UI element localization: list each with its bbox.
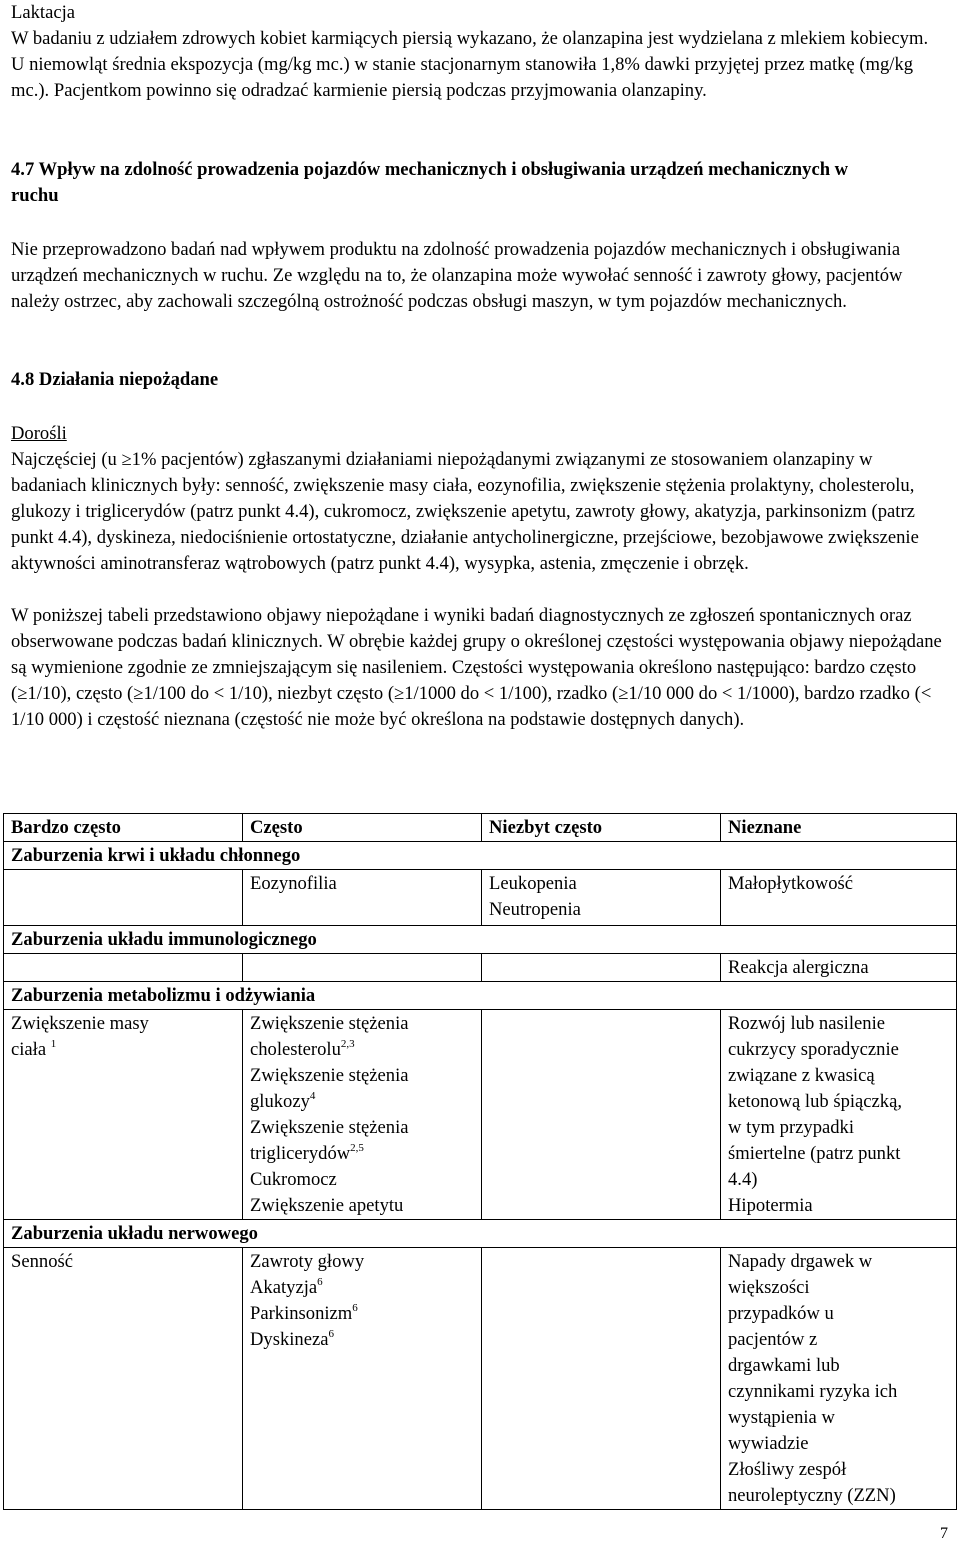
list-item: [250, 1301, 474, 1327]
section-blood: Zaburzenia krwi i układu chłonnego: [4, 842, 957, 870]
cell-very-common: [4, 954, 243, 982]
lactation-paragraph: W badaniu z udziałem zdrowych kobiet karmiących piersią wykazano, że olanzapina jest wydzielana z mlekiem kobiecym. U niemowląt średnia ekspozycja (mg/kg mc.) w stanie stacjonarnym stanowiła 1,8% dawki przyjętej przez matkę (mg/kg mc.). Pacjentkom powinno się odradzać karmienie piersią podczas przyjmowania olanzapiny.: [11, 28, 929, 101]
list-item: związane z kwasicą: [728, 1065, 875, 1086]
cell-unknown: [721, 1010, 957, 1220]
section-metabolism: Zaburzenia metabolizmu i odżywiania: [4, 982, 957, 1010]
very-common-item-line: [11, 1037, 235, 1063]
header-uncommon: Niezbyt często: [482, 814, 721, 842]
list-item-text: Cukromocz: [250, 1169, 337, 1190]
section-4-7-paragraph: Nie przeprowadzono badań nad wpływem produktu na zdolność prowadzenia pojazdów mechanicznych i obsługiwania urządzeń mechanicznych w ruchu. Ze względu na to, że olanzapina może wywołać senność i zawroty głowy, pacjentów należy ostrzec, aby zachowali szczególną ostrożność podczas obsługi maszyn, w tym pojazdów mechanicznych.: [11, 239, 903, 312]
list-item: cukrzycy sporadycznie: [728, 1039, 899, 1060]
cell-common: Eozynofilia: [243, 870, 482, 926]
cell-very-common: [4, 1010, 243, 1220]
list-item: [250, 1141, 474, 1167]
list-item: Rozwój lub nasilenie: [728, 1013, 885, 1034]
list-item-text: Akatyzja: [250, 1277, 318, 1298]
list-item: [250, 1275, 474, 1301]
section-4-7: [11, 157, 946, 315]
list-item: Napady drgawek w: [728, 1251, 873, 1272]
footnote-marker: 6: [317, 1276, 323, 1288]
list-item: w tym przypadki: [728, 1117, 854, 1138]
list-item: [250, 1115, 474, 1141]
table-section-row: [4, 1220, 957, 1248]
list-item: [250, 1089, 474, 1115]
table-row: [4, 954, 957, 982]
list-item-text: Zawroty głowy: [250, 1251, 365, 1272]
section-immune: Zaburzenia układu immunologicznego: [4, 926, 957, 954]
header-very-common: Bardzo często: [4, 814, 243, 842]
list-item-text: cholesterolu: [250, 1039, 341, 1060]
footnote-marker: 2,5: [350, 1142, 364, 1154]
section-4-7-heading: 4.7 Wpływ na zdolność prowadzenia pojazdów mechanicznych i obsługiwania urządzeń mechanicznych w ruchu: [11, 159, 849, 206]
cell-very-common: Senność: [4, 1248, 243, 1510]
lactation-section: [11, 0, 946, 104]
section-4-8-heading: 4.8 Działania niepożądane: [11, 369, 219, 390]
list-item: wystąpienia w: [728, 1407, 835, 1428]
list-item-text: Zwiększenie apetytu: [250, 1195, 404, 1216]
list-item: [250, 1167, 474, 1193]
footnote-marker: 2,3: [340, 1038, 355, 1050]
cell-uncommon: [482, 954, 721, 982]
adverse-effects-table: [3, 813, 957, 1510]
cell-uncommon: [482, 1010, 721, 1220]
list-item-text: Zwiększenie stężenia: [250, 1117, 409, 1138]
header-unknown: Nieznane: [721, 814, 957, 842]
list-item: śmiertelne (patrz punkt: [728, 1143, 901, 1164]
list-item: większości: [728, 1277, 810, 1298]
list-item: neuroleptyczny (ZZN): [728, 1485, 896, 1506]
list-item: drgawkami lub: [728, 1355, 840, 1376]
table-row: [4, 1248, 957, 1510]
table-row: [4, 870, 957, 926]
table-section-row: [4, 982, 957, 1010]
list-item: [250, 1011, 474, 1037]
footnote-marker: 6: [328, 1328, 334, 1340]
list-item-text: triglicerydów: [250, 1143, 351, 1164]
footnote-marker: 4: [309, 1090, 316, 1102]
cell-unknown: [721, 1248, 957, 1510]
adults-label: Dorośli: [11, 423, 67, 444]
table-header-row: [4, 814, 957, 842]
header-common: Często: [243, 814, 482, 842]
page-number: 7: [940, 1525, 948, 1542]
list-item-text: glukozy: [250, 1091, 310, 1112]
list-item: 4.4): [728, 1169, 758, 1190]
cell-unknown: Małopłytkowość: [721, 870, 957, 926]
section-4-8: [11, 367, 946, 733]
very-common-item: Zwiększenie masy: [11, 1013, 149, 1034]
table-section-row: [4, 926, 957, 954]
cell-common: [243, 1010, 482, 1220]
list-item: pacjentów z: [728, 1329, 818, 1350]
uncommon-item: Neutropenia: [489, 899, 581, 920]
uncommon-item: Leukopenia: [489, 873, 577, 894]
list-item-text: Parkinsonizm: [250, 1303, 353, 1324]
table-section-row: [4, 842, 957, 870]
list-item: przypadków u: [728, 1303, 834, 1324]
table-row: [4, 1010, 957, 1220]
adverse-effects-paragraph-1: Najczęściej (u ≥1% pacjentów) zgłaszanymi działaniami niepożądanymi związanymi ze stosowaniem olanzapiny w badaniach klinicznych były: senność, zwiększenie masy ciała, eozynofilia, zwiększenie stężenia prolaktyny, cholesterolu, glukozy i triglicerydów (patrz punkt 4.4), cukromocz, zwiększenie apetytu, zawroty głowy, akatyzja, parkinsonizm (patrz punkt 4.4), dyskineza, niedociśnienie ortostatyczne, działanie antycholinergiczne, przejściowe, bezobjawowe zwiększenie aktywności aminotransferaz wątrobowych (patrz punkt 4.4), wysypka, astenia, zmęczenie i obrzęk.: [11, 449, 919, 574]
list-item: [250, 1037, 474, 1063]
lactation-title: Laktacja: [11, 2, 75, 23]
adverse-effects-paragraph-2: W poniższej tabeli przedstawiono objawy niepożądane i wyniki badań diagnostycznych ze zgłoszeń spontanicznych oraz obserwowane podczas badań klinicznych. W obrębie każdej grupy o określonej częstości występowania objawy niepożądane są wymienione zgodnie ze zmniejszającym się nasileniem. Częstości występowania określono następująco: bardzo często (≥1/10), często (≥1/100 do < 1/10), niezbyt często (≥1/1000 do < 1/100), rzadko (≥1/10 000 do < 1/1000), bardzo rzadko (< 1/10 000) i częstość nieznana (częstość nie może być określona na podstawie dostępnych danych).: [11, 605, 942, 730]
list-item: [250, 1193, 474, 1219]
footnote-marker: 1: [50, 1038, 57, 1050]
cell-unknown: Reakcja alergiczna: [721, 954, 957, 982]
list-item: [250, 1327, 474, 1353]
list-item-text: Dyskineza: [250, 1329, 329, 1350]
section-nervous: Zaburzenia układu nerwowego: [4, 1220, 957, 1248]
list-item: Hipotermia: [728, 1195, 813, 1216]
cell-uncommon: [482, 870, 721, 926]
cell-uncommon: [482, 1248, 721, 1510]
cell-common: [243, 1248, 482, 1510]
list-item: czynnikami ryzyka ich: [728, 1381, 898, 1402]
very-common-item: ciała: [11, 1039, 47, 1060]
list-item: Złośliwy zespół: [728, 1459, 847, 1480]
list-item: [250, 1249, 474, 1275]
cell-common: [243, 954, 482, 982]
list-item: ketonową lub śpiączką,: [728, 1091, 902, 1112]
footnote-marker: 6: [352, 1302, 358, 1314]
list-item-text: Zwiększenie stężenia: [250, 1065, 409, 1086]
cell-very-common: [4, 870, 243, 926]
list-item: [250, 1063, 474, 1089]
list-item-text: Zwiększenie stężenia: [250, 1013, 409, 1034]
list-item: wywiadzie: [728, 1433, 809, 1454]
